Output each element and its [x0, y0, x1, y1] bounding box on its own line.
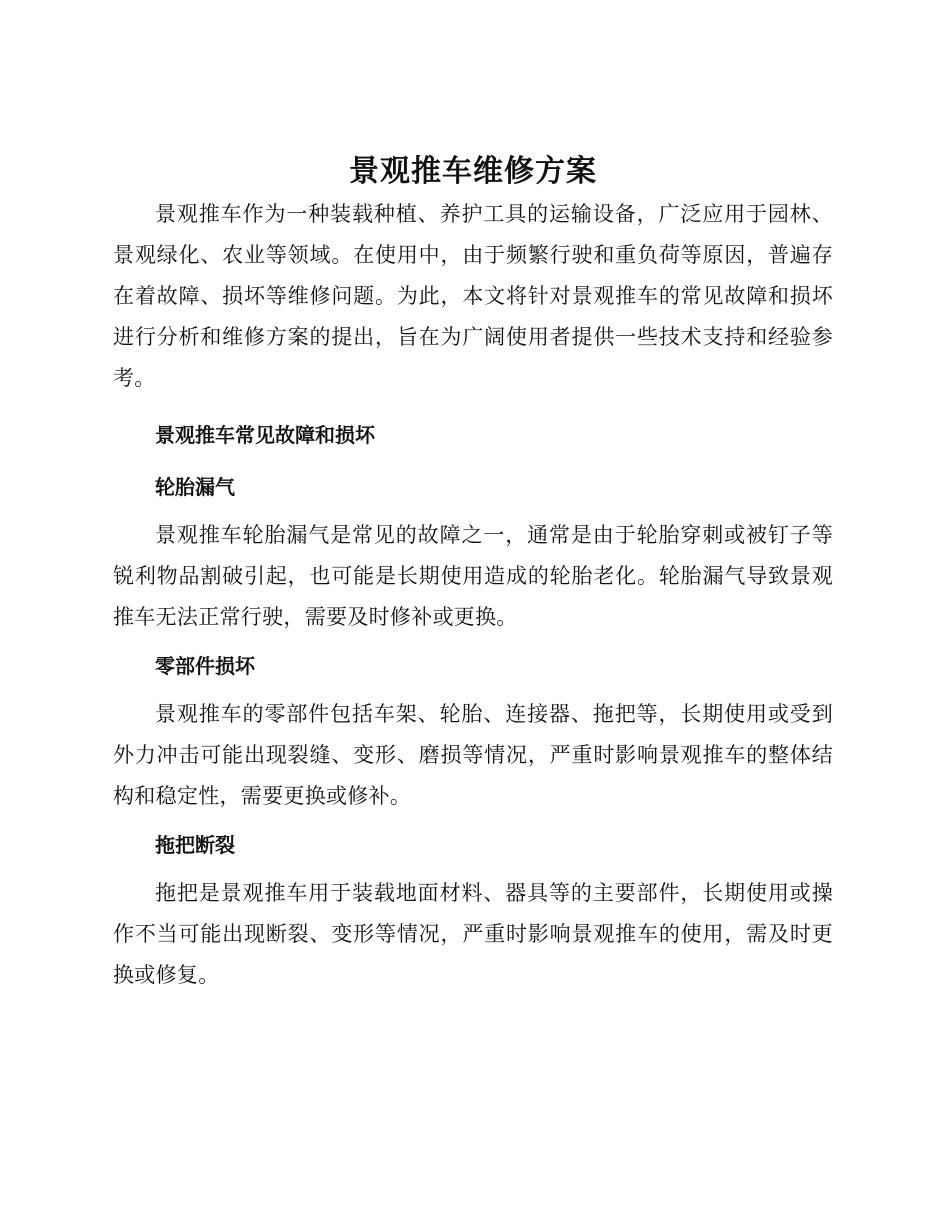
section-heading: 景观推车常见故障和损坏	[155, 423, 375, 447]
subheading-tire-leak: 轮胎漏气	[155, 475, 235, 499]
paragraph-parts-damage: 景观推车的零部件包括车架、轮胎、连接器、拖把等，长期使用或受到外力冲击可能出现裂缝、变形、磨损等情况，严重时影响景观推车的整体结构和稳定性，需要更换或修补。	[113, 702, 833, 808]
page-title: 景观推车维修方案	[349, 154, 597, 189]
subheading-parts-damage: 零部件损坏	[155, 654, 255, 678]
subheading-mop-breakage: 拖把断裂	[155, 833, 235, 857]
intro-paragraph: 景观推车作为一种装载种植、养护工具的运输设备，广泛应用于园林、景观绿化、农业等领域。在使用中，由于频繁行驶和重负荷等原因，普遍存在着故障、损坏等维修问题。为此，本文将针对景观推车的常见故障和损坏进行分析和维修方案的提出，旨在为广阔使用者提供一些技术支持和经验参考。	[113, 202, 833, 390]
paragraph-tire-leak: 景观推车轮胎漏气是常见的故障之一，通常是由于轮胎穿刺或被钉子等锐利物品割破引起，也可能是长期使用造成的轮胎老化。轮胎漏气导致景观推车无法正常行驶，需要及时修补或更换。	[113, 523, 833, 629]
document-page	[113, 150, 833, 996]
paragraph-mop-breakage: 拖把是景观推车用于装载地面材料、器具等的主要部件，长期使用或操作不当可能出现断裂、变形等情况，严重时影响景观推车的使用，需及时更换或修复。	[113, 881, 833, 987]
